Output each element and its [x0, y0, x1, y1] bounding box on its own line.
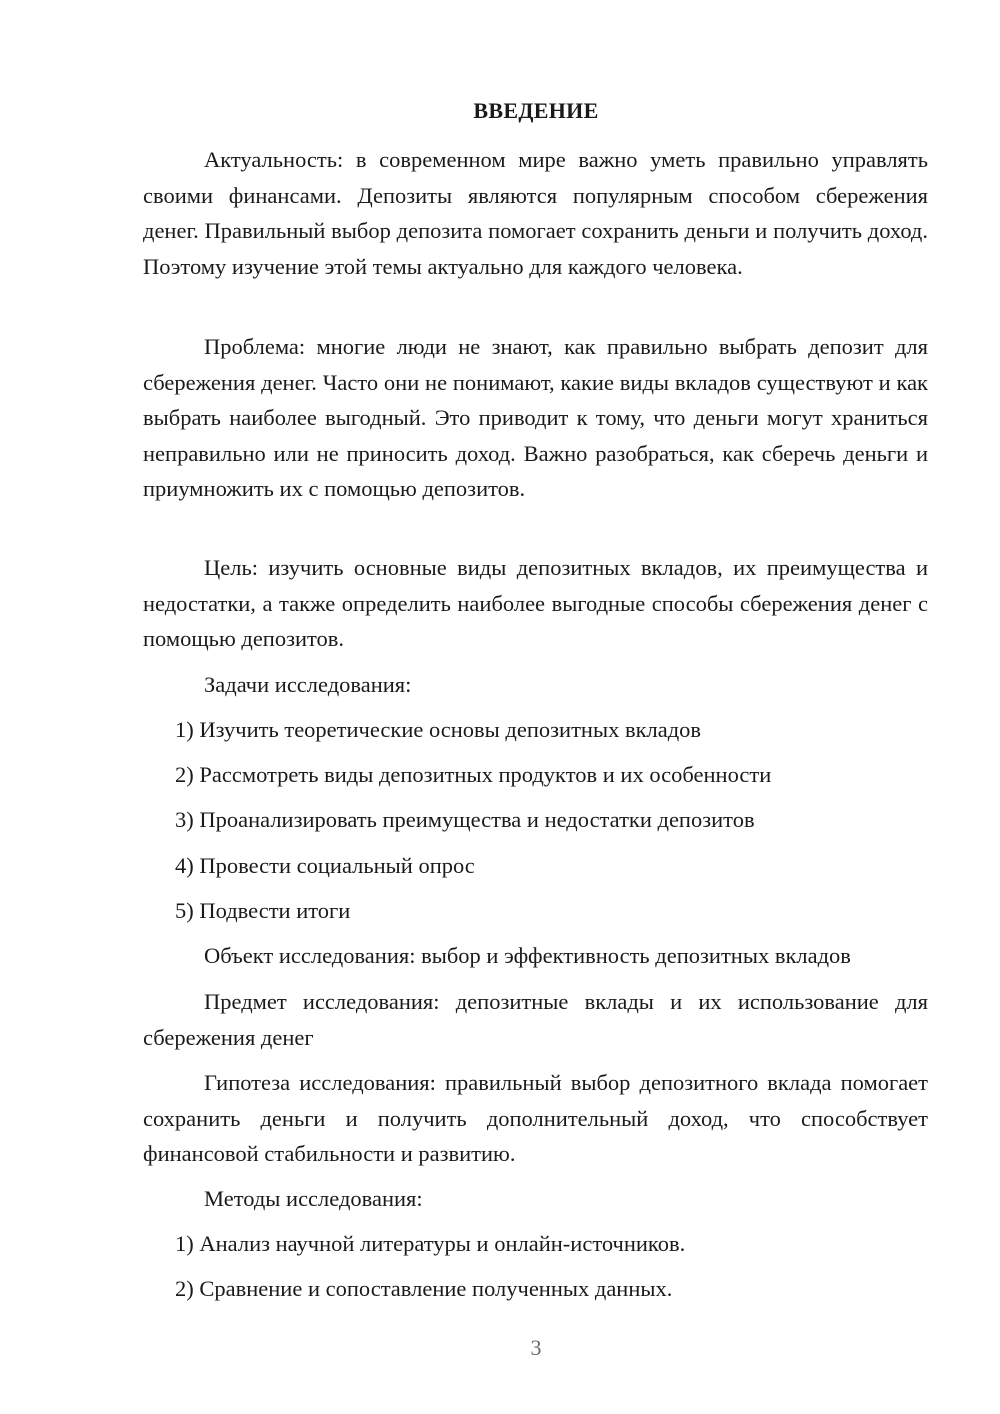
- page-title: ВВЕДЕНИЕ: [473, 98, 599, 123]
- paragraph-subject: Предмет исследования: депозитные вклады и их использование для сбережения денег: [143, 989, 928, 1050]
- list-item: 4) Провести социальный опрос: [175, 853, 475, 878]
- paragraph-goal: Цель: изучить основные виды депозитных вкладов, их преимущества и недостатки, а также определить наиболее выгодные способы сбережения денег с помощью депозитов.: [143, 555, 928, 651]
- list-item: 2) Сравнение и сопоставление полученных данных.: [175, 1276, 673, 1301]
- methods-heading: Методы исследования:: [204, 1186, 423, 1211]
- paragraph-hypothesis: Гипотеза исследования: правильный выбор депозитного вклада помогает сохранить деньги и получить дополнительный доход, что способствует финансовой стабильности и развитию.: [143, 1070, 928, 1166]
- page-number: 3: [530, 1335, 542, 1360]
- paragraph-relevance: Актуальность: в современном мире важно уметь правильно управлять своими финансами. Депозиты являются популярным способом сбережения денег. Правильный выбор депозита помогает сохранить деньги и получить доход. Поэтому изучение этой темы актуально для каждого человека.: [143, 147, 928, 279]
- list-item: 3) Проанализировать преимущества и недостатки депозитов: [175, 807, 755, 832]
- paragraph-object: Объект исследования: выбор и эффективность депозитных вкладов: [204, 943, 851, 968]
- list-item: 2) Рассмотреть виды депозитных продуктов и их особенности: [175, 762, 772, 787]
- list-item: 5) Подвести итоги: [175, 898, 351, 923]
- list-item: 1) Изучить теоретические основы депозитных вкладов: [175, 717, 702, 742]
- list-item: 1) Анализ научной литературы и онлайн-источников.: [175, 1231, 686, 1256]
- paragraph-problem: Проблема: многие люди не знают, как правильно выбрать депозит для сбережения денег. Часто они не понимают, какие виды вкладов существуют и как выбрать наиболее выгодный. Это приводит к тому, что деньги могут храниться неправильно или не приносить доход. Важно разобраться, как сберечь деньги и приумножить их с помощью депозитов.: [143, 334, 928, 501]
- tasks-heading: Задачи исследования:: [204, 672, 412, 697]
